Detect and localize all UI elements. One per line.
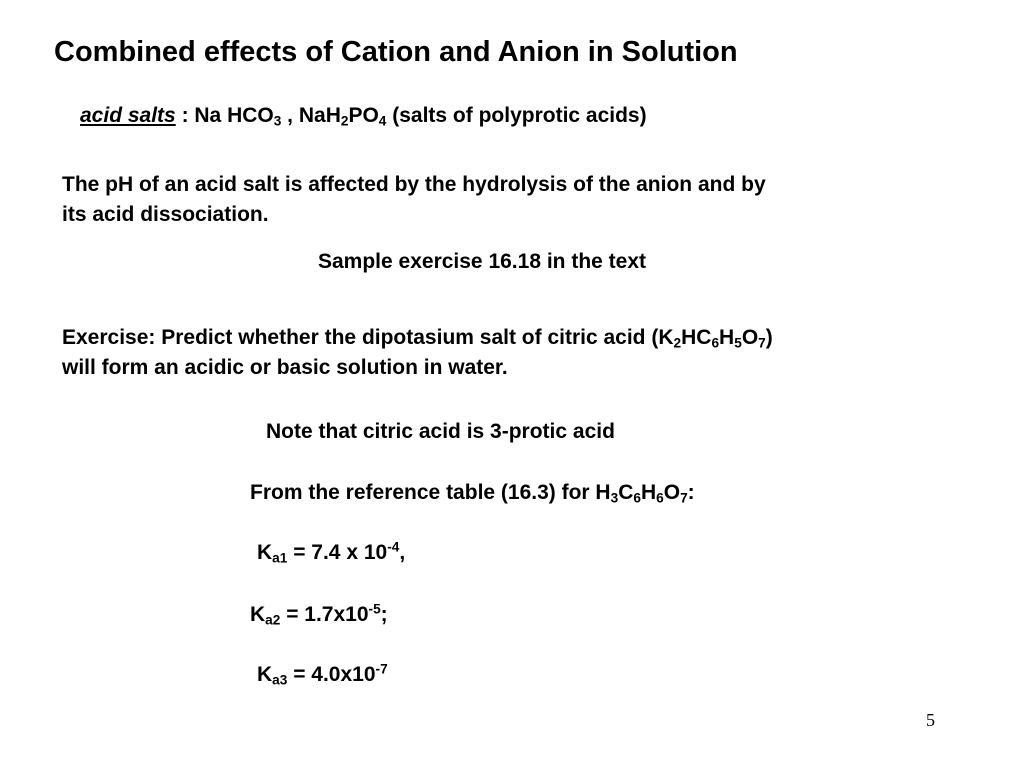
page-number: 5 xyxy=(926,710,935,730)
exercise-text: ) xyxy=(765,326,773,349)
ka-text: = 4.0x10 xyxy=(287,663,376,686)
salts-description: (salts of polyprotic acids) xyxy=(386,104,647,127)
note-text: Note that citric acid is 3-protic acid xyxy=(266,420,615,443)
subscript: 5 xyxy=(734,335,742,351)
subscript: 3 xyxy=(273,113,282,129)
ka-symbol: K xyxy=(250,603,266,626)
ph-paragraph-line-1: The pH of an acid salt is affected by the hydrolysis of the anion and by xyxy=(62,173,766,196)
ph-paragraph-line-2: its acid dissociation. xyxy=(62,203,269,226)
reference-text: : xyxy=(687,481,695,504)
exercise-line-1 xyxy=(62,326,773,351)
reference-text: From the reference table (16.3) for H xyxy=(250,481,611,504)
salts-text: , NaH xyxy=(281,104,341,127)
ka-symbol: K xyxy=(257,663,273,686)
exercise-text: Exercise: Predict whether the dipotasium salt of citric acid (K xyxy=(62,326,674,349)
subscript: 6 xyxy=(656,490,664,506)
ka-symbol: K xyxy=(257,541,273,564)
subscript: a3 xyxy=(272,672,288,688)
exponent: -7 xyxy=(375,661,388,677)
ka3-value xyxy=(257,661,388,688)
subscript: a1 xyxy=(272,550,288,566)
slide-title: Combined effects of Cation and Anion in Solution xyxy=(54,36,738,68)
subscript: 2 xyxy=(673,335,682,351)
exercise-line-2: will form an acidic or basic solution in water. xyxy=(62,356,508,379)
exercise-text: HC xyxy=(681,326,712,349)
subscript: 2 xyxy=(340,113,349,129)
salts-text: PO xyxy=(348,104,379,127)
ka-text: , xyxy=(399,541,406,564)
reference-text: O xyxy=(663,481,681,504)
subscript: 3 xyxy=(610,490,619,506)
sample-exercise-text: Sample exercise 16.18 in the text xyxy=(318,250,647,273)
exercise-text: H xyxy=(719,326,735,349)
ka-text: = 1.7x10 xyxy=(280,603,369,626)
subscript: 4 xyxy=(378,113,387,129)
exponent: -5 xyxy=(368,601,381,617)
reference-line xyxy=(250,481,695,506)
subscript: 6 xyxy=(633,490,641,506)
subscript: a2 xyxy=(265,612,281,628)
reference-text: C xyxy=(618,481,634,504)
ka-text: ; xyxy=(380,603,388,626)
ka2-value xyxy=(250,601,388,628)
exercise-text: O xyxy=(741,326,759,349)
subscript: 6 xyxy=(711,335,720,351)
acid-salts-term: acid salts xyxy=(80,104,176,127)
reference-text: H xyxy=(640,481,657,504)
ka-text: = 7.4 x 10 xyxy=(287,541,388,564)
subscript: 7 xyxy=(680,490,688,506)
acid-salts-line xyxy=(80,104,647,129)
salts-text: : Na HCO xyxy=(175,104,274,127)
exponent: -4 xyxy=(387,539,400,555)
ka1-value xyxy=(257,539,406,566)
subscript: 7 xyxy=(758,335,766,351)
